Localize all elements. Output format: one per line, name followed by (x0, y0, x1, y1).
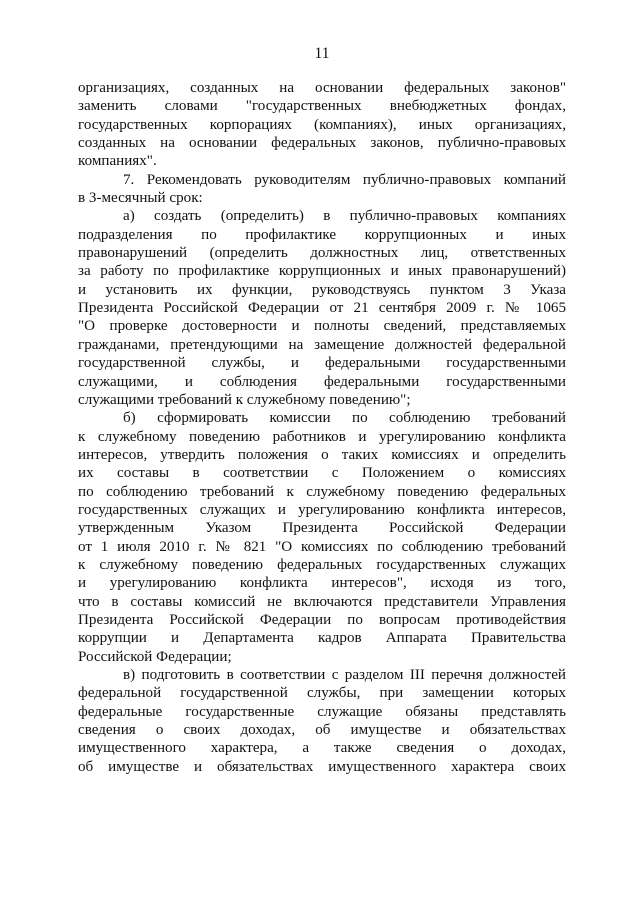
text-line: их составы в соответствии с Положением о комиссиях (78, 465, 566, 482)
text-line: от 1 июля 2010 г. № 821 "О комиссиях по соблюдению требований (78, 538, 566, 555)
text-line: 7. Рекомендовать руководителям публично-правовых компаний (123, 171, 566, 188)
text-line: "О проверке достоверности и полноты сведений, представляемых (78, 318, 566, 335)
text-line: а) создать (определить) в публично-правовых компаниях (123, 208, 566, 225)
text-line: созданных на основании федеральных законов, публично-правовых (78, 135, 566, 152)
text-line: организациях, созданных на основании федеральных законов" (78, 80, 566, 96)
text-line: к служебному поведению работников и урегулированию конфликта (78, 428, 566, 445)
paragraph (78, 207, 566, 409)
text-line: к служебному поведению федеральных государственных служащих (78, 556, 566, 573)
text-line: государственных служащих и урегулированию конфликта интересов, (78, 501, 566, 518)
text-line: б) сформировать комиссии по соблюдению требований (123, 410, 566, 427)
text-line: заменить словами "государственных внебюджетных фондах, (78, 98, 566, 115)
text-line: имущественного характера, а также сведения о доходах, (78, 740, 566, 757)
text-line: в 3-месячный срок: (78, 190, 203, 207)
paragraph (78, 666, 566, 776)
text-line: по соблюдению требований к служебному поведению федеральных (78, 483, 566, 500)
text-line: компаниях". (78, 153, 157, 170)
text-line: правонарушений (определить должностных лиц, ответственных (78, 245, 566, 262)
paragraph (78, 171, 566, 208)
text-line: Президента Российской Федерации от 21 сентября 2009 г. № 1065 (78, 300, 566, 317)
text-line: в) подготовить в соответствии с разделом III перечня должностей (123, 667, 566, 683)
text-line: и урегулированию конфликта интересов", исходя из того, (78, 575, 566, 592)
text-line: федеральные государственные служащие обязаны представлять (78, 703, 566, 720)
text-line: государственных корпорациях (компаниях), иных организациях, (78, 116, 566, 133)
text-line: что в составы комиссий не включаются представители Управления (78, 593, 566, 610)
paragraph (78, 79, 566, 171)
text-line: интересов, утвердить положения о таких комиссиях и определить (78, 446, 566, 463)
text-line: служащими, и соблюдения федеральными государственными (78, 373, 566, 390)
text-line: Президента Российской Федерации по вопросам противодействия (78, 611, 566, 628)
text-line: служащими требований к служебному поведению"; (78, 391, 411, 408)
text-line: утвержденным Указом Президента Российской Федерации (78, 520, 566, 537)
text-line: Российской Федерации; (78, 648, 232, 665)
page-number: 11 (314, 45, 330, 62)
text-line: коррупции и Департамента кадров Аппарата Правительства (78, 630, 566, 647)
text-line: сведения о своих доходах, об имуществе и обязательствах (78, 722, 566, 739)
text-line: государственной службы, и федеральными государственными (78, 355, 566, 372)
paragraph (78, 409, 566, 666)
text-line: гражданами, претендующими на замещение должностей федеральной (78, 336, 566, 353)
text-line: за работу по профилактике коррупционных и иных правонарушений) (78, 263, 566, 280)
document-body (78, 79, 566, 776)
text-line: и установить их функции, руководствуясь пунктом 3 Указа (78, 281, 566, 298)
text-line: об имуществе и обязательствах имущественного характера своих (78, 758, 566, 775)
text-line: федеральной государственной службы, при замещении которых (78, 685, 566, 702)
text-line: подразделения по профилактике коррупционных и иных (78, 226, 566, 243)
